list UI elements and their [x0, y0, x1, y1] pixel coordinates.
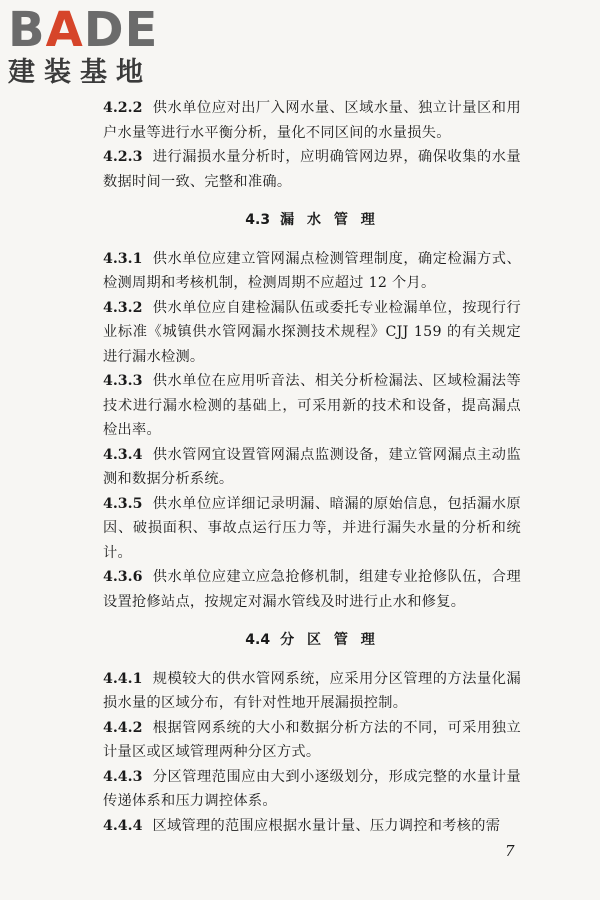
clause-4-2-2: 4.2.2 供水单位应对出厂入网水量、区域水量、独立计量区和用户水量等进行水平衡分析，量化不同区间的水量损失。 [103, 100, 521, 141]
clause-4-3-4: 4.3.4 供水管网宜设置管网漏点监测设备，建立管网漏点主动监测和数据分析系统。 [103, 446, 521, 487]
clause-4-4-2: 4.4.2 根据管网系统的大小和数据分析方法的不同，可采用独立计量区或区域管理两种分区方式。 [103, 719, 521, 760]
page-number: 7 [505, 842, 515, 860]
clause-4-2-3: 4.2.3 进行漏损水量分析时，应明确管网边界，确保收集的水量数据时间一致、完整和准确。 [103, 149, 521, 190]
clause-4-3-3: 4.3.3 供水单位在应用听音法、相关分析检漏法、区域检漏法等技术进行漏水检测的基础上，可采用新的技术和设备，提高漏点检出率。 [103, 373, 521, 438]
logo-wordmark: BADE [8, 2, 159, 58]
clause-4-4-1: 4.4.1 规模较大的供水管网系统，应采用分区管理的方法量化漏损水量的区域分布，有针对性地开展漏损控制。 [103, 670, 521, 711]
clause-4-4-4: 4.4.4 区域管理的范围应根据水量计量、压力调控和考核的需 [103, 817, 501, 834]
document-body [103, 96, 521, 838]
clause-4-4-3: 4.4.3 分区管理范围应由大到小逐级划分，形成完整的水量计量传递体系和压力调控体系。 [103, 768, 521, 809]
clause-4-3-1: 4.3.1 供水单位应建立管网漏点检测管理制度，确定检漏方式、检测周期和考核机制，检测周期不应超过 12 个月。 [103, 250, 521, 291]
section-heading-4-4: 4.4 分 区 管 理 [245, 632, 379, 648]
clause-4-3-5: 4.3.5 供水单位应详细记录明漏、暗漏的原始信息，包括漏水原因、破损面积、事故点运行压力等，并进行漏失水量的分析和统计。 [103, 495, 521, 561]
section-heading-4-3: 4.3 漏 水 管 理 [245, 212, 379, 228]
clause-4-3-6: 4.3.6 供水单位应建立应急抢修机制，组建专业抢修队伍，合理设置抢修站点，按规定对漏水管线及时进行止水和修复。 [103, 569, 521, 610]
bade-logo [8, 4, 178, 92]
clause-4-3-2: 4.3.2 供水单位应自建检漏队伍或委托专业检漏单位，按现行行业标准《城镇供水管网漏水探测技术规程》CJJ 159 的有关规定进行漏水检测。 [103, 299, 521, 365]
logo-subtitle: 建装基地 [8, 57, 152, 88]
